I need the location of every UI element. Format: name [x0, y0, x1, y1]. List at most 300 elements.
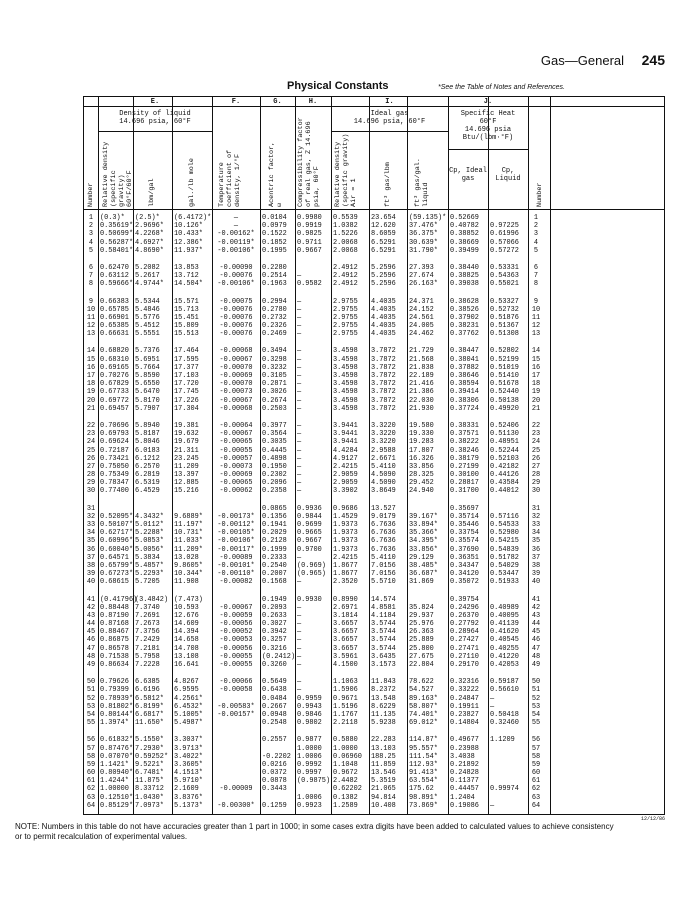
table-row: [84, 529, 664, 537]
table-cell: 9.8605*: [174, 561, 203, 570]
table-cell: 11.650*: [135, 719, 164, 728]
table-cell: [488, 761, 528, 769]
table-cell: —: [297, 487, 302, 496]
table-cell: 0.56287*: [100, 238, 134, 247]
table-cell: 0.2333: [262, 553, 287, 562]
table-row: [84, 347, 664, 355]
table-cell: 0.38447: [450, 347, 479, 356]
table-body: [84, 214, 664, 819]
table-cell: 0.11377: [450, 777, 479, 786]
table-cell: 0.3443: [262, 785, 287, 794]
table-cell: 22.283: [371, 736, 396, 745]
table-cell: 0.3026: [262, 388, 287, 397]
table-cell: —: [297, 479, 302, 488]
table-cell: 3.6657: [333, 644, 358, 653]
table-cell: 0.86578: [100, 644, 129, 653]
table-cell: 0.0878: [262, 777, 287, 786]
table-cell: 53: [86, 702, 96, 711]
table-cell: 0.1852: [262, 238, 287, 247]
table-cell: [407, 596, 448, 604]
table-cell: 0.9825: [297, 230, 322, 239]
table-cell: -0.00073: [219, 388, 253, 397]
table-cell: 0.52980: [490, 529, 519, 538]
table-cell: 0.73421: [100, 454, 129, 463]
table-cell: 0.52669: [450, 214, 479, 222]
table-cell: -0.00300*: [217, 801, 255, 810]
table-cell: 29.129: [409, 553, 434, 562]
table-cell: 3.5744: [371, 644, 396, 653]
table-cell: 2.4912: [333, 272, 358, 281]
table-cell: 0.0948: [262, 710, 287, 719]
table-cell: 3.4598: [333, 355, 358, 364]
table-cell: 0.2007: [262, 570, 287, 579]
table-cell: 6: [533, 263, 539, 272]
table-cell: 0.80144*: [100, 710, 134, 719]
table-cell: 0.59666*: [100, 280, 134, 289]
table-cell: 16: [86, 363, 96, 372]
table-cell: 0.66383: [100, 297, 129, 306]
row-group: [84, 678, 664, 727]
table-cell: 0.51678: [490, 380, 519, 389]
table-cell: 5.0853*: [135, 537, 164, 546]
table-cell: 4.8581: [371, 603, 396, 612]
table-cell: 3.7872: [371, 388, 396, 397]
table-cell: 3.4598: [333, 404, 358, 413]
table-cell: —: [297, 388, 302, 397]
table-cell: —: [297, 363, 302, 372]
table-cell: 6.5291: [371, 246, 396, 255]
table-cell: 2.4912: [333, 263, 358, 272]
table-cell: -0.00076: [219, 330, 253, 339]
table-cell: 52: [531, 694, 541, 703]
table-row: [84, 397, 664, 405]
table-row: [84, 636, 664, 644]
table-cell: 3.3902: [333, 487, 358, 496]
table-cell: [212, 761, 260, 769]
table-cell: 41: [86, 595, 96, 604]
table-cell: 60: [531, 769, 541, 778]
table-cell: -0.00076: [219, 305, 253, 314]
table-cell: 3.4038: [450, 752, 475, 761]
table-cell: 0.9959: [297, 694, 322, 703]
table-cell: 1.5196: [333, 702, 358, 711]
table-cell: 21.838: [409, 363, 434, 372]
table-cell: 14.394: [174, 628, 199, 637]
table-cell: 10: [531, 305, 541, 314]
table-cell: 8.6059: [371, 230, 396, 239]
table-cell: 55: [531, 719, 541, 728]
table-cell: 3.7872: [371, 404, 396, 413]
table-cell: 0.34120: [450, 570, 479, 579]
table-row: [84, 604, 664, 612]
table-cell: 5.3519: [371, 777, 396, 786]
table-cell: 2.9755: [333, 330, 358, 339]
table-cell: 28: [86, 471, 96, 480]
table-cell: 5.2596: [371, 280, 396, 289]
table-cell: 1.1063: [333, 678, 358, 687]
row-group: [84, 214, 664, 255]
table-row: [84, 686, 664, 694]
table-cell: 5.7205: [135, 578, 160, 587]
table-cell: —: [233, 214, 239, 222]
table-cell: 0.23988: [450, 744, 479, 753]
table-cell: 0.71538: [100, 652, 129, 661]
table-cell: 6.4529: [135, 487, 160, 496]
table-cell: 36.375*: [409, 230, 438, 239]
table-cell: —: [297, 578, 302, 587]
table-cell: 4.1500: [333, 661, 358, 669]
table-cell: 3: [533, 230, 539, 239]
table-cell: 0.72187: [100, 446, 129, 455]
table-cell: 0.9997: [297, 769, 322, 778]
table-cell: [488, 777, 528, 785]
table-cell: 0.3298: [262, 355, 287, 364]
table-row: [84, 794, 664, 802]
table-cell: 1.8677: [333, 570, 358, 579]
table-cell: 10: [86, 305, 96, 314]
table-cell: 1.0430*: [135, 793, 164, 802]
table-cell: 36: [531, 545, 541, 554]
table-cell: 114.87*: [409, 736, 438, 745]
table-cell: 0.19086: [450, 801, 479, 810]
table-row: [84, 513, 664, 521]
table-cell: 59: [86, 760, 96, 769]
table-cell: 11.209: [174, 462, 199, 471]
table-row: [84, 280, 664, 288]
table-cell: -0.00059: [219, 611, 253, 620]
table-cell: 15.451: [174, 313, 199, 322]
table-cell: 0.32460: [490, 719, 519, 728]
table-cell: 44: [86, 620, 96, 629]
table-cell: 2.1609: [174, 785, 199, 794]
table-cell: 3.4598: [333, 396, 358, 405]
table-cell: 11.033*: [174, 537, 203, 546]
table-cell: 0.0104: [262, 214, 287, 222]
table-cell: 7.0156: [371, 570, 396, 579]
table-row: [84, 719, 664, 727]
table-row: [84, 438, 664, 446]
table-cell: 6: [88, 263, 94, 272]
table-cell: 0.50107*: [100, 521, 134, 529]
table-cell: 0.81802*: [100, 702, 134, 711]
table-cell: 39: [531, 570, 541, 579]
table-cell: 0.67829: [100, 380, 129, 389]
table-cell: —: [297, 678, 302, 687]
column-letter-j: J.: [483, 98, 493, 106]
table-cell: 6.5812*: [135, 694, 164, 703]
table-cell: 5.5551: [135, 330, 160, 339]
table-cell: 3.5961: [333, 652, 358, 661]
table-cell: 0.38594: [450, 380, 479, 389]
table-cell: 4.4284: [333, 446, 358, 455]
table-cell: 7: [88, 272, 94, 281]
column-letter-f: F.: [231, 98, 241, 106]
table-cell: 1.9373: [333, 529, 358, 538]
table-cell: 0.9582: [297, 280, 322, 289]
table-cell: 29.937: [409, 611, 434, 620]
table-cell: 0.9671: [333, 694, 358, 703]
table-cell: -0.00066: [219, 678, 253, 687]
table-cell: 0.41220: [490, 652, 519, 661]
table-cell: -0.00068: [219, 404, 253, 413]
row-group: [84, 596, 664, 670]
table-row: [84, 678, 664, 686]
table-cell: 0.35697: [450, 504, 479, 513]
table-cell: 16.326: [409, 454, 434, 463]
table-row: [84, 777, 664, 785]
table-cell: -0.00105*: [217, 529, 255, 538]
table-cell: 0.2503: [262, 404, 287, 413]
table-cell: 19.632: [174, 430, 199, 439]
table-cell: -0.00110*: [217, 570, 255, 579]
table-cell: 0.1522: [262, 230, 287, 239]
table-cell: 26: [531, 454, 541, 463]
table-cell: —: [297, 553, 302, 562]
table-cell: 54: [86, 710, 96, 719]
table-row: [84, 628, 664, 636]
table-cell: 0.27792: [450, 620, 479, 629]
table-cell: 2.2118: [333, 719, 358, 728]
table-cell: (0.9875): [297, 777, 331, 786]
liquid-density-title: Density of liquid: [119, 110, 191, 118]
table-cell: 0.2667: [262, 702, 287, 711]
table-cell: 1.5906: [333, 686, 358, 695]
table-cell: 0.5880: [333, 736, 358, 745]
table-cell: 6.6196: [135, 686, 160, 695]
table-cell: 4.3432*: [135, 512, 164, 521]
table-cell: 11.135: [371, 710, 396, 719]
table-cell: 9: [533, 297, 539, 306]
table-cell: 12: [86, 322, 96, 331]
table-cell: 5.2288*: [135, 529, 164, 538]
ft3-per-lbm-header: ft³ gas/lbm: [384, 162, 392, 207]
row-group: [84, 347, 664, 413]
table-cell: 0.9802: [297, 719, 322, 728]
table-cell: 0.69624: [100, 438, 129, 447]
table-cell: 11.843: [371, 678, 396, 687]
table-cell: 32: [531, 512, 541, 521]
table-cell: 59: [531, 760, 541, 769]
table-cell: 17: [531, 372, 541, 380]
table-cell: 3.5744: [371, 636, 396, 645]
table-cell: 3: [88, 230, 94, 239]
table-cell: 24.371: [409, 297, 434, 306]
table-cell: 1.9373: [333, 537, 358, 546]
table-cell: 4.8690*: [135, 246, 164, 255]
table-cell: 17.745: [174, 388, 199, 397]
table-cell: 0.2674: [262, 396, 287, 405]
table-cell: 1.8677: [333, 561, 358, 570]
table-cell: 0.9667: [297, 246, 322, 255]
table-cell: 33: [531, 521, 541, 529]
table-cell: 5.1373*: [174, 801, 203, 810]
table-cell: 0.65785: [100, 305, 129, 314]
table-row: [84, 753, 664, 761]
table-cell: [488, 596, 528, 604]
table-cell: -0.00070: [219, 363, 253, 372]
table-cell: 15.216: [174, 487, 199, 496]
table-cell: 23: [531, 430, 541, 439]
table-cell: 0.51933: [490, 578, 519, 587]
table-cell: 0.87168: [100, 620, 129, 629]
table-cell: 58.807*: [409, 702, 438, 711]
table-cell: 0.87190: [100, 611, 129, 620]
table-cell: 5.8046: [135, 438, 160, 447]
table-cell: 23.654: [371, 214, 396, 222]
table-cell: 2.9059: [333, 471, 358, 480]
table-row: [84, 736, 664, 744]
table-cell: 0.51367: [490, 322, 519, 331]
table-cell: 15.809: [174, 322, 199, 331]
table-row: [84, 272, 664, 280]
table-cell: 61: [531, 777, 541, 786]
column-letter-h: H.: [308, 98, 318, 106]
table-cell: 9.6889*: [174, 512, 203, 521]
table-cell: 95.557*: [409, 744, 438, 753]
table-cell: —: [297, 454, 302, 463]
table-cell: 5.6550: [135, 380, 160, 389]
table-cell: —: [297, 396, 302, 405]
table-cell: -0.00067: [219, 396, 253, 405]
table-cell: 17.720: [174, 380, 199, 389]
table-cell: 0.78347: [100, 479, 129, 488]
table-cell: 37: [531, 553, 541, 562]
table-cell: 47: [531, 644, 541, 653]
table-cell: 0.67733: [100, 388, 129, 397]
table-cell: -0.00068: [219, 347, 253, 356]
table-cell: 0.3257: [262, 636, 287, 645]
table-cell: —: [297, 446, 302, 455]
table-cell: 25.976: [409, 620, 434, 629]
table-cell: 0.42182: [490, 462, 519, 471]
table-cell: —: [233, 222, 239, 231]
table-cell: 0.30100: [450, 471, 479, 480]
table-cell: 38: [531, 561, 541, 570]
table-cell: 3.3220: [371, 438, 396, 447]
table-row: [84, 479, 664, 487]
table-cell: 4.4035: [371, 322, 396, 331]
table-cell: 0.2302: [262, 471, 287, 480]
table-row: [84, 239, 664, 247]
table-cell: 2: [533, 222, 539, 231]
table-cell: 0.52406: [490, 421, 519, 430]
table-cell: 0.1382: [333, 793, 358, 802]
table-cell: 1.3974*: [100, 719, 129, 728]
table-cell: 0.39414: [450, 388, 479, 397]
table-cell: —: [297, 644, 302, 653]
table-cell: 0.51876: [490, 313, 519, 322]
table-cell: 38: [86, 561, 96, 570]
section-title: Gas—General: [540, 53, 625, 68]
table-cell: 1.0000: [297, 744, 322, 753]
table-cell: -0.00055: [219, 446, 253, 455]
table-cell: 1.1421*: [100, 760, 129, 769]
table-cell: 0.1259: [262, 801, 287, 810]
table-cell: -0.00056: [219, 644, 253, 653]
table-cell: 1: [88, 214, 94, 222]
table-cell: 0.3942: [262, 628, 287, 637]
table-cell: 29: [86, 479, 96, 488]
physical-constants-table: [83, 96, 665, 815]
table-row: [84, 562, 664, 570]
table-cell: 2.4482: [333, 777, 358, 786]
table-cell: 0.52440: [490, 388, 519, 397]
table-cell: 0.54533: [490, 521, 519, 529]
table-cell: 4.4035: [371, 305, 396, 314]
lbm-per-gal-header: lbm/gal: [148, 178, 156, 207]
table-cell: 0.86634: [100, 661, 129, 669]
table-cell: 1.1767: [333, 710, 358, 719]
table-cell: 15.571: [174, 297, 199, 306]
table-cell: 13.548: [371, 694, 396, 703]
table-row: [84, 546, 664, 554]
table-cell: —: [297, 347, 302, 356]
table-cell: 54.527: [409, 686, 434, 695]
table-cell: 0.35714: [450, 512, 479, 521]
table-cell: 19.580: [409, 421, 434, 430]
table-cell: 0.31700: [450, 487, 479, 496]
table-cell: 0.78939*: [100, 694, 134, 703]
table-cell: -0.00173*: [217, 512, 255, 521]
table-cell: 0.54839: [490, 545, 519, 554]
table-cell: -0.00119*: [217, 238, 255, 247]
column-letter-g: G.: [273, 98, 282, 106]
table-cell: 0.2469: [262, 330, 287, 339]
table-cell: 0.69165: [100, 363, 129, 372]
table-cell: 8.33712: [135, 785, 164, 794]
table-cell: 0.97225: [490, 222, 519, 231]
table-cell: 94.814: [371, 793, 396, 802]
table-cell: 1.0382: [333, 222, 358, 231]
temperature-coefficient-header: Temperature coefficient of density, 1/°F: [218, 149, 242, 207]
table-cell: 10.344*: [174, 570, 203, 579]
table-cell: 25.889: [409, 636, 434, 645]
table-cell: 2.0068: [333, 238, 358, 247]
table-cell: 22.804: [409, 661, 434, 669]
table-row: [84, 612, 664, 620]
table-cell: 54: [531, 710, 541, 719]
table-cell: 13.546: [371, 769, 396, 778]
table-cell: 5.6951: [135, 355, 160, 364]
table-cell: -0.00052: [219, 628, 253, 637]
table-cell: 0.40095: [490, 611, 519, 620]
table-cell: 6.5319: [135, 479, 160, 488]
table-cell: 31: [531, 504, 541, 513]
table-row: [84, 703, 664, 711]
table-cell: 0.51782: [490, 553, 519, 562]
table-cell: 2.3520: [333, 578, 358, 587]
table-cell: 7: [533, 272, 539, 281]
table-cell: 0.38440: [450, 263, 479, 272]
table-cell: 78.622: [409, 678, 434, 687]
table-cell: —: [297, 438, 302, 447]
table-cell: 24: [531, 438, 541, 447]
table-cell: 0.29170: [450, 661, 479, 669]
table-row: [84, 802, 664, 810]
table-cell: 0.2326: [262, 322, 287, 331]
table-cell: 3.3037*: [174, 736, 203, 745]
table-cell: 10.408: [371, 801, 396, 810]
table-cell: 2.4215: [333, 553, 358, 562]
table-cell: 3.4598: [333, 347, 358, 356]
table-cell: 41: [531, 595, 541, 604]
table-cell: 5.2596: [371, 263, 396, 272]
table-cell: [488, 769, 528, 777]
table-cell: 3.9441: [333, 421, 358, 430]
table-cell: 0.54363: [490, 272, 519, 281]
table-cell: 2.6971: [333, 603, 358, 612]
table-cell: 0.38331: [450, 421, 479, 430]
